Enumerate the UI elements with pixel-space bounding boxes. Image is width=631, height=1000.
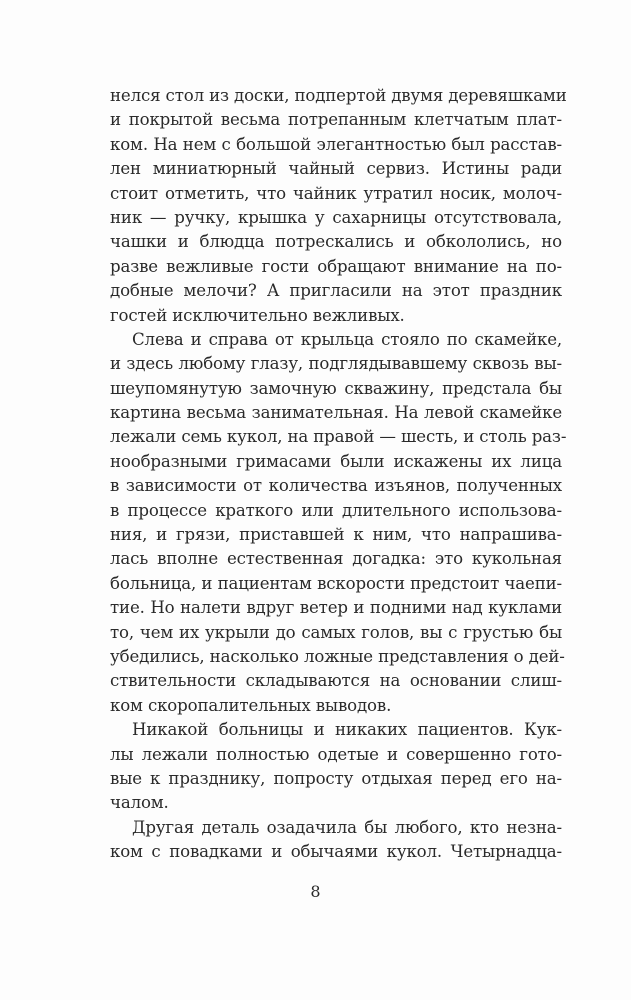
text-line: картина весьма занимательная. На левой скамейке — [110, 403, 562, 423]
text-line: ствительности складываются на основании слиш- — [110, 671, 562, 691]
text-line: ния, и грязи, приставшей к ним, что напрашива- — [110, 525, 562, 545]
text-line: то, чем их укрыли до самых голов, вы с грустью бы — [110, 622, 562, 642]
text-line: ник — ручку, крышка у сахарницы отсутствовала, — [110, 207, 562, 227]
text-line: Другая деталь озадачила бы любого, кто незна- — [132, 817, 562, 837]
page-number: 8 — [310, 882, 321, 901]
text-line: и покрытой весьма потрепанным клетчатым плат- — [110, 110, 562, 130]
text-line: разве вежливые гости обращают внимание на по- — [110, 256, 562, 276]
text-line: нообразными гримасами были искажены их лица — [110, 451, 562, 471]
text-line: добные мелочи? А пригласили на этот праздник — [110, 281, 562, 301]
text-line: больница, и пациентам вскорости предстоит чаепи- — [110, 573, 562, 593]
text-line: тие. Но налети вдруг ветер и подними над куклами — [110, 598, 562, 618]
text-line: лы лежали полностью одетые и совершенно гото- — [110, 744, 562, 764]
text-line: в процессе краткого или длительного использова- — [110, 500, 562, 520]
text-line: в зависимости от количества изъянов, полученных — [110, 476, 562, 496]
text-line: чашки и блюдца потрескались и обкололись, но — [110, 232, 562, 252]
text-line: гостей исключительно вежливых. — [110, 305, 405, 325]
text-line: Никакой больницы и никаких пациентов. Кук- — [132, 720, 562, 740]
text-line: ком с повадками и обычаями кукол. Четырнадца- — [110, 842, 562, 862]
text-line: ком скоропалительных выводов. — [110, 695, 392, 715]
text-line: лежали семь кукол, на правой — шесть, и столь раз- — [110, 427, 567, 447]
text-line: ком. На нем с большой элегантностью был расстав- — [110, 134, 562, 154]
text-line: лен миниатюрный чайный сервиз. Истины ради — [110, 159, 562, 179]
text-line: убедились, насколько ложные представления о дей- — [110, 646, 565, 666]
text-line: Слева и справа от крыльца стояло по скамейке, — [132, 329, 562, 349]
text-line: шеупомянутую замочную скважину, предстала бы — [110, 378, 562, 398]
text-line: нелся стол из доски, подпертой двумя деревяшками — [110, 86, 567, 105]
text-line: чалом. — [110, 793, 169, 813]
text-line: стоит отметить, что чайник утратил носик, молоч- — [110, 183, 562, 203]
body-text — [110, 84, 567, 865]
text-line: вые к празднику, попросту отдыхая перед его на- — [110, 768, 562, 788]
text-line: и здесь любому глазу, подглядывавшему сквозь вы- — [110, 354, 562, 374]
text-line: лась вполне естественная догадка: это кукольная — [110, 549, 562, 569]
